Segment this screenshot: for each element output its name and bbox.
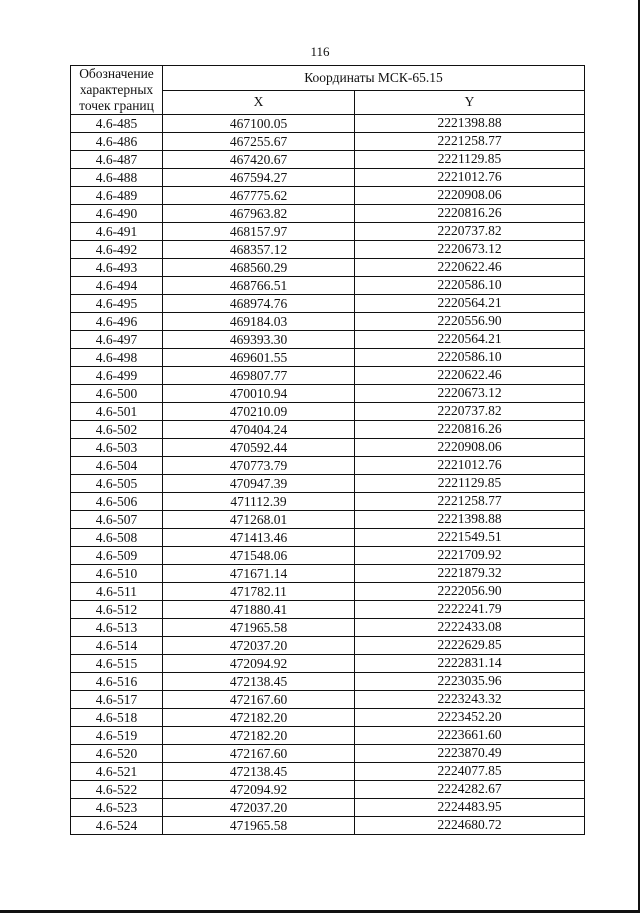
x-coordinate-cell: 467100.05 [163,115,355,133]
table-row [71,799,585,817]
point-name-cell: 4.6-524 [71,817,163,835]
table-row [71,655,585,673]
table-row [71,421,585,439]
coordinates-table [70,65,585,835]
y-coordinate-cell: 2220816.26 [355,205,585,223]
table-row [71,619,585,637]
table-row [71,511,585,529]
y-coordinate-cell: 2223661.60 [355,727,585,745]
y-coordinate-cell: 2223243.32 [355,691,585,709]
point-name-cell: 4.6-499 [71,367,163,385]
x-coordinate-cell: 468157.97 [163,223,355,241]
table-row [71,673,585,691]
x-coordinate-cell: 471548.06 [163,547,355,565]
y-coordinate-cell: 2220673.12 [355,241,585,259]
point-name-cell: 4.6-488 [71,169,163,187]
table-row [71,331,585,349]
table-row [71,151,585,169]
point-name-cell: 4.6-489 [71,187,163,205]
y-coordinate-cell: 2220586.10 [355,277,585,295]
y-coordinate-cell: 2221129.85 [355,475,585,493]
y-coordinate-cell: 2220816.26 [355,421,585,439]
y-coordinate-cell: 2221879.32 [355,565,585,583]
y-coordinate-cell: 2222056.90 [355,583,585,601]
point-name-cell: 4.6-507 [71,511,163,529]
y-coordinate-cell: 2221258.77 [355,133,585,151]
y-coordinate-cell: 2223452.20 [355,709,585,727]
y-coordinate-cell: 2220908.06 [355,187,585,205]
table-row [71,277,585,295]
page-number: 116 [310,44,330,59]
y-coordinate-cell: 2221012.76 [355,169,585,187]
table-row [71,493,585,511]
table-row [71,187,585,205]
point-name-cell: 4.6-487 [71,151,163,169]
y-coordinate-cell: 2220737.82 [355,223,585,241]
table-row [71,295,585,313]
point-name-cell: 4.6-522 [71,781,163,799]
table-row [71,565,585,583]
table-row [71,547,585,565]
table-row [71,745,585,763]
point-name-cell: 4.6-523 [71,799,163,817]
point-name-cell: 4.6-494 [71,277,163,295]
point-name-cell: 4.6-490 [71,205,163,223]
table-row [71,403,585,421]
x-coordinate-cell: 472037.20 [163,799,355,817]
x-coordinate-cell: 471965.58 [163,817,355,835]
x-coordinate-cell: 469807.77 [163,367,355,385]
table-row [71,385,585,403]
header-x: X [163,90,355,115]
x-coordinate-cell: 469184.03 [163,313,355,331]
x-coordinate-cell: 471112.39 [163,493,355,511]
point-name-cell: 4.6-496 [71,313,163,331]
point-name-cell: 4.6-504 [71,457,163,475]
x-coordinate-cell: 471413.46 [163,529,355,547]
point-name-cell: 4.6-491 [71,223,163,241]
y-coordinate-cell: 2222433.08 [355,619,585,637]
point-name-cell: 4.6-512 [71,601,163,619]
table-row [71,241,585,259]
y-coordinate-cell: 2220556.90 [355,313,585,331]
table-row [71,709,585,727]
table-row [71,349,585,367]
header-y: Y [355,90,585,115]
point-name-cell: 4.6-492 [71,241,163,259]
x-coordinate-cell: 470404.24 [163,421,355,439]
point-name-cell: 4.6-502 [71,421,163,439]
table-row [71,529,585,547]
x-coordinate-cell: 471782.11 [163,583,355,601]
table-row [71,691,585,709]
x-coordinate-cell: 472037.20 [163,637,355,655]
y-coordinate-cell: 2224282.67 [355,781,585,799]
x-coordinate-cell: 468766.51 [163,277,355,295]
x-coordinate-cell: 469393.30 [163,331,355,349]
y-coordinate-cell: 2220908.06 [355,439,585,457]
x-coordinate-cell: 471671.14 [163,565,355,583]
x-coordinate-cell: 470210.09 [163,403,355,421]
point-name-cell: 4.6-498 [71,349,163,367]
table-row [71,601,585,619]
point-name-cell: 4.6-486 [71,133,163,151]
table-row [71,583,585,601]
x-coordinate-cell: 467775.62 [163,187,355,205]
x-coordinate-cell: 472138.45 [163,673,355,691]
y-coordinate-cell: 2224483.95 [355,799,585,817]
point-name-cell: 4.6-516 [71,673,163,691]
y-coordinate-cell: 2224680.72 [355,817,585,835]
x-coordinate-cell: 472182.20 [163,727,355,745]
point-name-cell: 4.6-508 [71,529,163,547]
y-coordinate-cell: 2223035.96 [355,673,585,691]
point-name-cell: 4.6-521 [71,763,163,781]
table-row [71,313,585,331]
x-coordinate-cell: 468357.12 [163,241,355,259]
x-coordinate-cell: 470010.94 [163,385,355,403]
table-row [71,133,585,151]
x-coordinate-cell: 468974.76 [163,295,355,313]
table-body [71,115,585,835]
y-coordinate-cell: 2220622.46 [355,367,585,385]
point-name-cell: 4.6-500 [71,385,163,403]
y-coordinate-cell: 2221709.92 [355,547,585,565]
table-row [71,781,585,799]
y-coordinate-cell: 2224077.85 [355,763,585,781]
point-name-cell: 4.6-495 [71,295,163,313]
table-row [71,817,585,835]
table-header [71,66,585,115]
point-name-cell: 4.6-497 [71,331,163,349]
table-row [71,439,585,457]
x-coordinate-cell: 469601.55 [163,349,355,367]
point-name-cell: 4.6-510 [71,565,163,583]
table-row [71,223,585,241]
point-name-cell: 4.6-511 [71,583,163,601]
table-row [71,475,585,493]
y-coordinate-cell: 2220586.10 [355,349,585,367]
y-coordinate-cell: 2223870.49 [355,745,585,763]
point-name-cell: 4.6-501 [71,403,163,421]
point-name-cell: 4.6-503 [71,439,163,457]
y-coordinate-cell: 2222629.85 [355,637,585,655]
y-coordinate-cell: 2221549.51 [355,529,585,547]
table-row [71,727,585,745]
x-coordinate-cell: 472094.92 [163,655,355,673]
point-name-cell: 4.6-509 [71,547,163,565]
x-coordinate-cell: 467594.27 [163,169,355,187]
y-coordinate-cell: 2221012.76 [355,457,585,475]
x-coordinate-cell: 470947.39 [163,475,355,493]
point-name-cell: 4.6-505 [71,475,163,493]
point-name-cell: 4.6-514 [71,637,163,655]
table-row [71,637,585,655]
y-coordinate-cell: 2222831.14 [355,655,585,673]
y-coordinate-cell: 2221129.85 [355,151,585,169]
header-coordinates-system: Координаты МСК-65.15 [163,66,585,91]
y-coordinate-cell: 2222241.79 [355,601,585,619]
x-coordinate-cell: 470592.44 [163,439,355,457]
x-coordinate-cell: 472094.92 [163,781,355,799]
y-coordinate-cell: 2220564.21 [355,331,585,349]
y-coordinate-cell: 2220622.46 [355,259,585,277]
y-coordinate-cell: 2220737.82 [355,403,585,421]
x-coordinate-cell: 467963.82 [163,205,355,223]
header-point-designation: Обозначение характерных точек границ [71,66,163,115]
table-row [71,763,585,781]
table-row [71,259,585,277]
x-coordinate-cell: 472167.60 [163,691,355,709]
x-coordinate-cell: 471880.41 [163,601,355,619]
point-name-cell: 4.6-493 [71,259,163,277]
x-coordinate-cell: 471965.58 [163,619,355,637]
y-coordinate-cell: 2220564.21 [355,295,585,313]
point-name-cell: 4.6-485 [71,115,163,133]
point-name-cell: 4.6-519 [71,727,163,745]
x-coordinate-cell: 472138.45 [163,763,355,781]
y-coordinate-cell: 2221398.88 [355,511,585,529]
table-row [71,205,585,223]
x-coordinate-cell: 468560.29 [163,259,355,277]
point-name-cell: 4.6-518 [71,709,163,727]
table-row [71,457,585,475]
x-coordinate-cell: 470773.79 [163,457,355,475]
point-name-cell: 4.6-520 [71,745,163,763]
x-coordinate-cell: 467420.67 [163,151,355,169]
x-coordinate-cell: 467255.67 [163,133,355,151]
point-name-cell: 4.6-506 [71,493,163,511]
table-row [71,367,585,385]
y-coordinate-cell: 2221258.77 [355,493,585,511]
table-row [71,115,585,133]
point-name-cell: 4.6-513 [71,619,163,637]
x-coordinate-cell: 472182.20 [163,709,355,727]
table-row [71,169,585,187]
point-name-cell: 4.6-515 [71,655,163,673]
y-coordinate-cell: 2221398.88 [355,115,585,133]
point-name-cell: 4.6-517 [71,691,163,709]
y-coordinate-cell: 2220673.12 [355,385,585,403]
x-coordinate-cell: 472167.60 [163,745,355,763]
x-coordinate-cell: 471268.01 [163,511,355,529]
